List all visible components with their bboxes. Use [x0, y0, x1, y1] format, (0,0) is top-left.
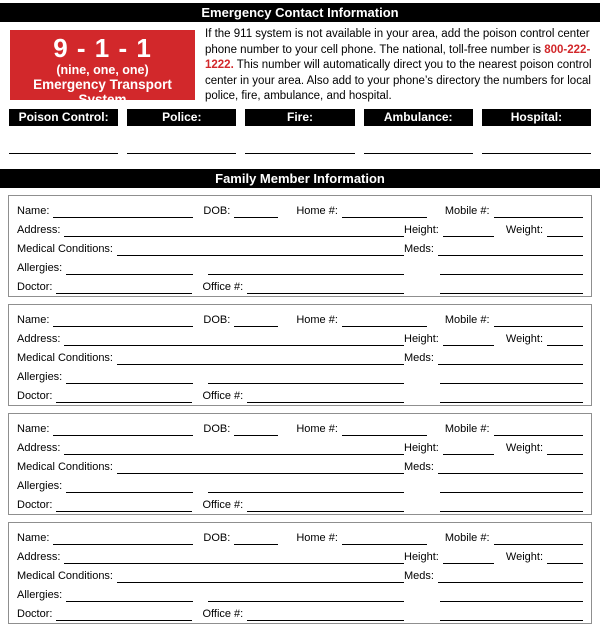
doctor-input-line[interactable] — [56, 608, 192, 621]
member-row-1 — [17, 417, 583, 436]
allergies-label: Allergies: — [17, 370, 63, 383]
dob-label: DOB: — [203, 531, 231, 544]
office-phone-label: Office #: — [202, 389, 244, 402]
member-block — [8, 522, 592, 624]
dob-label: DOB: — [203, 313, 231, 326]
meds-continued-input-line-2[interactable] — [440, 499, 583, 512]
medical-conditions-input-line[interactable] — [117, 352, 404, 365]
allergies-continued-input-line[interactable] — [208, 371, 404, 384]
mobile-phone-label: Mobile #: — [444, 204, 490, 217]
meds-label: Meds: — [404, 460, 434, 473]
home-phone-label: Home #: — [296, 422, 338, 435]
meds-label: Meds: — [404, 351, 434, 364]
address-label: Address: — [17, 223, 61, 236]
poison-control-input-line[interactable] — [9, 152, 118, 154]
weight-input-line[interactable] — [547, 551, 583, 564]
member-block — [8, 413, 592, 515]
member-row-2 — [17, 436, 583, 455]
member-row-5 — [17, 493, 583, 512]
mobile-phone-label: Mobile #: — [444, 422, 490, 435]
911-code-words: (nine, one, one) — [56, 63, 149, 77]
address-input-line[interactable] — [64, 333, 404, 346]
weight-label: Weight: — [505, 223, 543, 236]
mobile-phone-input-line[interactable] — [494, 423, 583, 436]
meds-continued-input-line-2[interactable] — [440, 608, 583, 621]
mobile-phone-input-line[interactable] — [494, 205, 583, 218]
emergency-contact-lines — [9, 152, 591, 154]
member-row-3 — [17, 237, 583, 256]
police-label: Police: — [127, 109, 236, 126]
weight-label: Weight: — [505, 550, 543, 563]
name-label: Name: — [17, 313, 50, 326]
poison-control-label: Poison Control: — [9, 109, 118, 126]
ambulance-input-line[interactable] — [364, 152, 473, 154]
member-row-5 — [17, 602, 583, 621]
home-phone-label: Home #: — [296, 531, 338, 544]
member-block — [8, 195, 592, 297]
meds-input-line[interactable] — [438, 243, 583, 256]
dob-input-line[interactable] — [234, 423, 278, 436]
doctor-input-line[interactable] — [56, 281, 192, 294]
meds-input-line[interactable] — [438, 352, 583, 365]
911-red-box — [10, 30, 195, 107]
fire-label: Fire: — [245, 109, 354, 126]
doctor-input-line[interactable] — [56, 499, 192, 512]
height-label: Height: — [404, 441, 439, 454]
address-input-line[interactable] — [64, 551, 404, 564]
meds-continued-input-line-2[interactable] — [440, 390, 583, 403]
height-label: Height: — [404, 223, 439, 236]
allergies-label: Allergies: — [17, 261, 63, 274]
name-input-line[interactable] — [53, 532, 193, 545]
home-phone-input-line[interactable] — [342, 423, 427, 436]
weight-label: Weight: — [505, 332, 543, 345]
emergency-contact-labels — [9, 109, 591, 126]
ambulance-label: Ambulance: — [364, 109, 473, 126]
medical-conditions-label: Medical Conditions: — [17, 242, 113, 255]
address-input-line[interactable] — [64, 442, 404, 455]
hospital-input-line[interactable] — [482, 152, 591, 154]
weight-input-line[interactable] — [547, 224, 583, 237]
name-label: Name: — [17, 422, 50, 435]
allergies-label: Allergies: — [17, 479, 63, 492]
poison-control-instructions — [205, 27, 595, 105]
allergies-input-line[interactable] — [66, 371, 193, 384]
family-members — [0, 195, 600, 624]
medical-conditions-input-line[interactable] — [117, 570, 404, 583]
member-row-1 — [17, 526, 583, 545]
weight-label: Weight: — [505, 441, 543, 454]
member-row-4 — [17, 256, 583, 275]
dob-label: DOB: — [203, 204, 231, 217]
member-row-3 — [17, 346, 583, 365]
member-row-2 — [17, 218, 583, 237]
member-row-3 — [17, 455, 583, 474]
dob-input-line[interactable] — [234, 314, 278, 327]
page-title: Emergency Contact Information — [0, 3, 600, 22]
member-row-3 — [17, 564, 583, 583]
poison-control-number: 800-222-1222. — [205, 43, 591, 72]
office-phone-input-line[interactable] — [247, 608, 404, 621]
allergies-label: Allergies: — [17, 588, 63, 601]
name-label: Name: — [17, 204, 50, 217]
911-code: 9 - 1 - 1 — [53, 33, 152, 63]
family-section-title: Family Member Information — [0, 169, 600, 188]
member-block — [8, 304, 592, 406]
address-input-line[interactable] — [64, 224, 404, 237]
member-row-4 — [17, 583, 583, 602]
office-phone-input-line[interactable] — [247, 281, 404, 294]
medical-conditions-input-line[interactable] — [117, 243, 404, 256]
weight-input-line[interactable] — [547, 442, 583, 455]
mobile-phone-label: Mobile #: — [444, 313, 490, 326]
medical-conditions-label: Medical Conditions: — [17, 460, 113, 473]
medical-conditions-label: Medical Conditions: — [17, 351, 113, 364]
office-phone-label: Office #: — [202, 498, 244, 511]
name-input-line[interactable] — [53, 205, 193, 218]
doctor-label: Doctor: — [17, 498, 53, 511]
member-row-4 — [17, 365, 583, 384]
office-phone-label: Office #: — [202, 280, 244, 293]
mobile-phone-input-line[interactable] — [494, 532, 583, 545]
meds-label: Meds: — [404, 242, 434, 255]
height-input-line[interactable] — [443, 442, 494, 455]
home-phone-input-line[interactable] — [342, 314, 427, 327]
height-input-line[interactable] — [443, 333, 494, 346]
meds-continued-input-line[interactable] — [440, 589, 583, 602]
hospital-label: Hospital: — [482, 109, 591, 126]
meds-continued-input-line-2[interactable] — [440, 281, 583, 294]
doctor-label: Doctor: — [17, 607, 53, 620]
home-phone-input-line[interactable] — [342, 532, 427, 545]
height-label: Height: — [404, 550, 439, 563]
police-input-line[interactable] — [127, 152, 236, 154]
member-row-1 — [17, 199, 583, 218]
height-input-line[interactable] — [443, 551, 494, 564]
address-label: Address: — [17, 332, 61, 345]
dob-input-line[interactable] — [234, 205, 278, 218]
allergies-input-line[interactable] — [66, 589, 193, 602]
doctor-label: Doctor: — [17, 280, 53, 293]
member-row-5 — [17, 384, 583, 403]
emergency-intro-section — [10, 30, 595, 105]
address-label: Address: — [17, 550, 61, 563]
member-row-2 — [17, 545, 583, 564]
home-phone-input-line[interactable] — [342, 205, 427, 218]
allergies-input-line[interactable] — [66, 480, 193, 493]
meds-input-line[interactable] — [438, 570, 583, 583]
allergies-continued-input-line[interactable] — [208, 480, 404, 493]
allergies-input-line[interactable] — [66, 262, 193, 275]
member-row-4 — [17, 474, 583, 493]
meds-continued-input-line[interactable] — [440, 480, 583, 493]
911-caption: Emergency Transport System — [33, 77, 172, 107]
mobile-phone-input-line[interactable] — [494, 314, 583, 327]
meds-label: Meds: — [404, 569, 434, 582]
fire-input-line[interactable] — [245, 152, 354, 154]
office-phone-input-line[interactable] — [247, 499, 404, 512]
name-input-line[interactable] — [53, 314, 193, 327]
instructions-text-before: If the 911 system is not available in your area, add the poison control center phone number to your cell phone. The national, toll-free number is — [205, 28, 590, 56]
office-phone-label: Office #: — [202, 607, 244, 620]
height-input-line[interactable] — [443, 224, 494, 237]
doctor-input-line[interactable] — [56, 390, 192, 403]
member-row-1 — [17, 308, 583, 327]
meds-input-line[interactable] — [438, 461, 583, 474]
member-row-2 — [17, 327, 583, 346]
dob-input-line[interactable] — [234, 532, 278, 545]
instructions-text-after: This number will automatically direct you to the nearest poison control center in your area. Also add to your phone’s directory the numbers for local police, fire, ambulance, and hospital. — [205, 59, 592, 103]
medical-conditions-label: Medical Conditions: — [17, 569, 113, 582]
allergies-continued-input-line[interactable] — [208, 262, 404, 275]
member-row-5 — [17, 275, 583, 294]
name-input-line[interactable] — [53, 423, 193, 436]
office-phone-input-line[interactable] — [247, 390, 404, 403]
meds-continued-input-line[interactable] — [440, 371, 583, 384]
medical-conditions-input-line[interactable] — [117, 461, 404, 474]
name-label: Name: — [17, 531, 50, 544]
mobile-phone-label: Mobile #: — [444, 531, 490, 544]
weight-input-line[interactable] — [547, 333, 583, 346]
home-phone-label: Home #: — [296, 313, 338, 326]
height-label: Height: — [404, 332, 439, 345]
meds-continued-input-line[interactable] — [440, 262, 583, 275]
home-phone-label: Home #: — [296, 204, 338, 217]
dob-label: DOB: — [203, 422, 231, 435]
address-label: Address: — [17, 441, 61, 454]
allergies-continued-input-line[interactable] — [208, 589, 404, 602]
doctor-label: Doctor: — [17, 389, 53, 402]
